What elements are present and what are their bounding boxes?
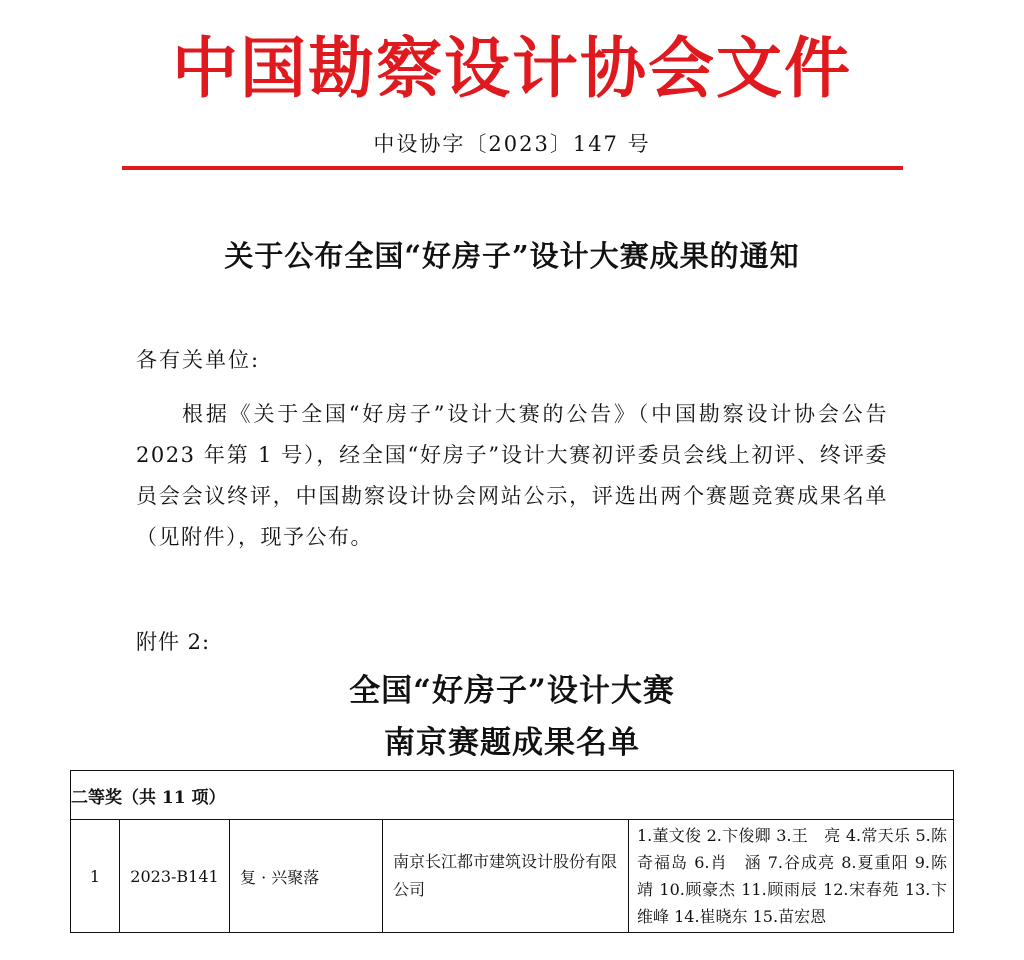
- table-row: [71, 820, 954, 933]
- entry-members: 1.董文俊 2.卞俊卿 3.王 亮 4.常天乐 5.陈奇福岛 6.肖 涵 7.谷成亮 8.夏重阳 9.陈 靖 10.顾豪杰 11.顾雨辰 12.宋春苑 13.卞维峰 14.崔晓东 15.苗宏恩: [629, 820, 954, 933]
- award-heading-row: [71, 771, 954, 820]
- attachment-label: 附件 2:: [136, 630, 211, 654]
- org-masthead-title: 中国勘察设计协会文件: [172, 29, 852, 107]
- award-heading: 二等奖（共 11 项）: [71, 771, 954, 820]
- salutation: 各有关单位:: [136, 348, 261, 372]
- entry-organization: 南京长江都市建筑设计股份有限公司: [383, 820, 629, 933]
- attachment-title-line1: 全国“好房子”设计大赛: [349, 673, 675, 709]
- entry-name: 复 · 兴聚落: [230, 820, 383, 933]
- notice-body: 根据《关于全国“好房子”设计大赛的公告》（中国勘察设计协会公告 2023 年第 1 号），经全国“好房子”设计大赛初评委员会线上初评、终评委员会会议终评，中国勘察设计协会网站公示，评选出两个赛题竞赛成果名单（见附件），现予公布。: [136, 402, 888, 549]
- results-table: [70, 770, 964, 933]
- red-divider-line: [122, 166, 903, 170]
- entry-code: 2023-B141: [120, 820, 230, 933]
- notice-title: 关于公布全国“好房子”设计大赛成果的通知: [224, 239, 800, 273]
- document-number: 中设协字〔2023〕147 号: [373, 132, 651, 156]
- attachment-title-line2: 南京赛题成果名单: [384, 725, 640, 761]
- row-index: 1: [71, 820, 120, 933]
